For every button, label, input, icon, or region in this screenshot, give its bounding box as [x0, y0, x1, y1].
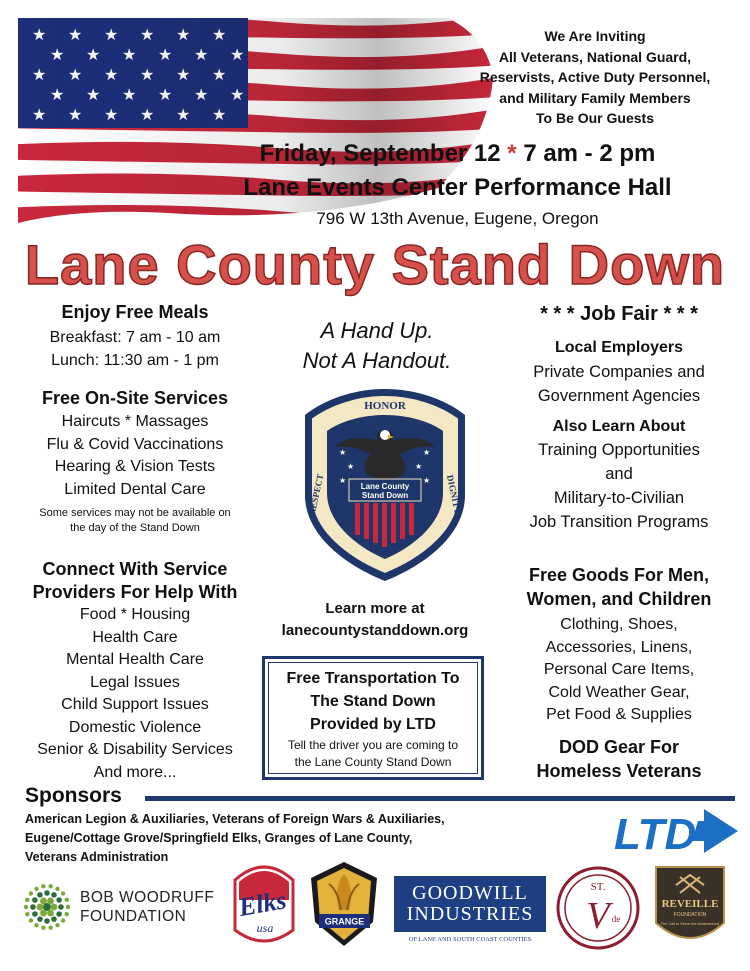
woodruff-dots-icon — [20, 880, 74, 935]
sponsor-line: American Legion & Auxiliaries, Veterans of Foreign Wars & Auxiliaries, — [25, 812, 445, 826]
sponsor-line: Veterans Administration — [25, 850, 169, 864]
ltd-logo — [612, 805, 738, 857]
reveille-foundation-logo — [650, 863, 730, 953]
woodruff-name-line: BOB WOODRUFF — [80, 889, 215, 906]
woodruff-dot — [32, 897, 38, 903]
goodwill-subtitle: OF LANE AND SOUTH COAST COUNTIES — [408, 936, 532, 943]
woodruff-dot — [66, 905, 70, 909]
svg-text:★: ★ — [347, 462, 355, 471]
reveille-sub: FOUNDATION — [673, 912, 707, 918]
service-item: Haircuts * Massages — [61, 413, 209, 430]
service-item: Hearing & Vision Tests — [54, 458, 216, 475]
woodruff-dot — [37, 904, 44, 911]
invite-line: To Be Our Guests — [536, 110, 654, 126]
st-vincent-de-paul-logo — [556, 866, 640, 950]
transportation-box — [262, 656, 484, 780]
woodruff-dot — [41, 925, 45, 929]
sponsors-list — [25, 810, 505, 867]
woodruff-dot — [61, 891, 65, 895]
event-datetime — [180, 140, 735, 168]
woodruff-dot — [44, 890, 50, 896]
goods-heading-line: Free Goods For Men, — [528, 565, 710, 585]
svdp-small-text: de — [611, 914, 621, 924]
grange-logo-text: GRANGE — [324, 916, 365, 927]
seal-banner-line2: Stand Down — [361, 491, 409, 500]
motto-line: Not A Handout. — [302, 348, 452, 373]
elks-logo-text: Elks — [236, 885, 289, 923]
transport-heading-line: The Stand Down — [310, 693, 436, 710]
meals-section — [12, 302, 258, 372]
meals-heading: Enjoy Free Meals — [61, 302, 209, 322]
seal-stripe — [400, 503, 405, 539]
seal-respect-text: RESPECT — [306, 473, 326, 516]
bob-woodruff-logo — [20, 880, 215, 935]
woodruff-dot — [30, 904, 36, 910]
seal-stripe — [355, 503, 360, 535]
goodwill-name-line: INDUSTRIES — [406, 903, 534, 925]
learn-about-heading: Also Learn About — [552, 418, 686, 435]
woodruff-dot — [37, 916, 43, 922]
goods-heading — [495, 563, 743, 611]
svg-text:★: ★ — [339, 448, 347, 457]
sponsor-line: Eugene/Cottage Grove/Springfield Elks, Granges of Lane County, — [25, 831, 413, 845]
goods-item: Clothing, Shoes, — [560, 616, 678, 633]
woodruff-dot — [40, 910, 47, 917]
providers-heading-line: Providers For Help With — [32, 582, 238, 602]
learn-about-item: Military-to-Civilian — [553, 489, 685, 507]
event-time: 7 am - 2 pm — [523, 140, 656, 167]
seal-honor-text: HONOR — [364, 400, 406, 412]
dod-heading — [495, 735, 743, 783]
service-item: Limited Dental Care — [64, 480, 206, 498]
learn-more — [260, 598, 490, 642]
seal-banner-line1: Lane County — [360, 482, 410, 491]
goods-section — [495, 563, 743, 727]
job-fair-heading: * * * Job Fair * * * — [540, 303, 698, 325]
provider-item: Senior & Disability Services — [37, 741, 233, 758]
meal-item: Breakfast: 7 am - 10 am — [49, 329, 221, 346]
providers-heading-line: Connect With Service — [42, 559, 228, 579]
employer-item: Government Agencies — [537, 387, 701, 405]
woodruff-dot — [24, 905, 28, 909]
goods-item: Accessories, Linens, — [545, 638, 693, 656]
woodruff-dot — [40, 898, 47, 905]
sponsors-heading: Sponsors — [25, 784, 122, 807]
woodruff-dot — [48, 884, 52, 888]
woodruff-dot — [65, 898, 69, 902]
grange-logo — [307, 860, 382, 950]
svg-text:★: ★ — [415, 462, 423, 471]
woodruff-dot — [51, 904, 58, 911]
goods-item: Pet Food & Supplies — [546, 706, 692, 723]
sponsors-divider — [145, 796, 735, 801]
providers-section — [12, 558, 258, 784]
invite-line: and Military Family Members — [499, 89, 691, 106]
providers-heading — [12, 558, 258, 604]
seal-stripe — [409, 503, 414, 535]
services-note-line: Some services may not be available on — [39, 507, 231, 519]
provider-item: And more... — [93, 763, 177, 781]
woodruff-dot — [25, 898, 29, 902]
woodruff-dot — [51, 916, 57, 922]
dod-heading-line: DOD Gear For — [558, 737, 680, 757]
woodruff-dot — [34, 923, 38, 927]
woodruff-dot — [34, 887, 38, 891]
provider-item: Food * Housing — [79, 606, 191, 623]
woodruff-dot — [29, 891, 33, 895]
motto — [262, 316, 492, 376]
employers-heading: Local Employers — [554, 339, 684, 356]
learn-about-item: Job Transition Programs — [529, 513, 709, 531]
woodruff-dot — [56, 911, 62, 917]
seal-stripe — [391, 503, 396, 543]
woodruff-dot — [41, 884, 45, 888]
transport-note — [265, 737, 481, 771]
learn-more-label: Learn more at — [325, 600, 425, 617]
woodruff-dot — [37, 892, 43, 898]
goodwill-logo — [394, 876, 546, 946]
job-fair-section — [495, 303, 743, 534]
motto-line: A Hand Up. — [320, 318, 434, 343]
seal-stripe — [373, 503, 378, 543]
goods-item: Personal Care Items, — [543, 661, 695, 678]
svg-text:★: ★ — [423, 476, 431, 485]
woodruff-dot — [56, 897, 62, 903]
woodruff-dot — [55, 923, 59, 927]
provider-item: Health Care — [92, 628, 178, 646]
transport-note-line: the Lane County Stand Down — [294, 755, 452, 769]
services-section — [12, 388, 258, 536]
woodruff-dot — [61, 918, 65, 922]
woodruff-dot — [47, 898, 54, 905]
dod-heading-line: Homeless Veterans — [536, 761, 702, 781]
transport-heading — [265, 667, 481, 736]
seal-stripe — [382, 503, 387, 547]
woodruff-dot — [58, 904, 64, 910]
transport-note-line: Tell the driver you are coming to — [287, 738, 459, 752]
woodruff-name-line: FOUNDATION — [80, 908, 187, 925]
service-item: Flu & Covid Vaccinations — [46, 435, 224, 453]
event-address: 796 W 13th Avenue, Eugene, Oregon — [316, 209, 599, 228]
woodruff-dot — [48, 925, 52, 929]
date-separator: * — [507, 140, 517, 167]
services-heading: Free On-Site Services — [41, 388, 229, 408]
woodruff-dot — [55, 887, 59, 891]
provider-item: Domestic Violence — [68, 718, 202, 736]
website-link[interactable]: lanecountystanddown.org — [281, 622, 469, 639]
provider-item: Legal Issues — [90, 673, 180, 691]
woodruff-dot — [51, 892, 57, 898]
goods-heading-line: Women, and Children — [526, 589, 712, 609]
woodruff-dot — [65, 912, 69, 916]
learn-about-item: and — [605, 465, 633, 483]
invite-line: Reservists, Active Duty Personnel, — [479, 69, 711, 85]
seal-dignity-text: DIGNITY — [444, 474, 463, 515]
elks-sub-text: usa — [256, 921, 274, 935]
learn-about-item: Training Opportunities — [538, 441, 700, 459]
woodruff-dot — [32, 911, 38, 917]
invite-line: All Veterans, National Guard, — [498, 48, 692, 65]
woodruff-dot — [44, 918, 50, 924]
provider-item: Mental Health Care — [66, 651, 204, 668]
stand-down-seal-logo — [295, 385, 475, 585]
reveille-name: REVEILLE — [661, 898, 719, 910]
ltd-logo-text: LTD — [614, 810, 697, 857]
services-note-line: the day of the Stand Down — [70, 522, 200, 534]
transport-heading-line: Free Transportation To — [286, 670, 460, 687]
invitation-text — [455, 26, 735, 129]
woodruff-dot — [29, 918, 33, 922]
services-note — [12, 506, 258, 536]
reveille-tagline: The Call to Serve the Underserved — [660, 922, 720, 926]
invite-line: We Are Inviting — [544, 28, 646, 44]
goods-item: Cold Weather Gear, — [548, 683, 690, 701]
meal-item: Lunch: 11:30 am - 1 pm — [51, 351, 219, 369]
woodruff-dot — [47, 910, 54, 917]
event-venue: Lane Events Center Performance Hall — [243, 174, 672, 201]
transport-heading-line: Provided by LTD — [310, 716, 436, 733]
svdp-letter: V — [586, 895, 610, 937]
goodwill-name-line: GOODWILL — [412, 882, 528, 904]
employer-item: Private Companies and — [533, 363, 705, 381]
elks-logo — [225, 860, 303, 950]
seal-stripe — [364, 503, 369, 539]
page-title: Lane County Stand Down — [24, 233, 726, 296]
woodruff-dot — [25, 912, 29, 916]
svdp-top-text: ST. — [590, 881, 606, 893]
svg-text:★: ★ — [423, 448, 431, 457]
provider-item: Child Support Issues — [61, 696, 209, 713]
dod-gear-section — [495, 735, 743, 783]
event-date: Friday, September 12 — [259, 140, 501, 167]
svg-text:★: ★ — [339, 476, 347, 485]
